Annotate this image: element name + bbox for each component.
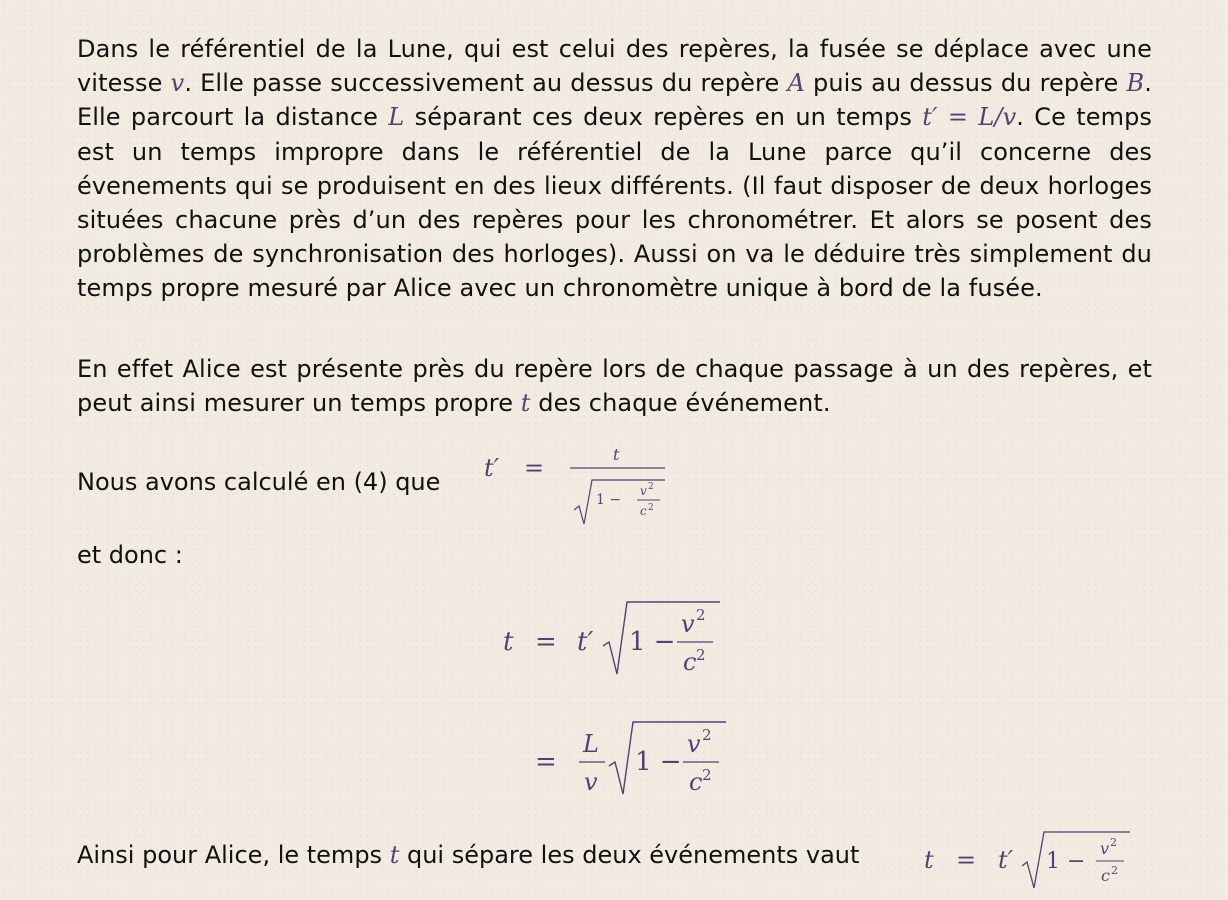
eq2-equals: = [535, 627, 557, 657]
math-B: B [1126, 69, 1145, 98]
equation-t-tprime [495, 590, 735, 685]
paragraph-referentiel [77, 32, 1152, 306]
eq3-c-exp: 2 [702, 766, 712, 784]
equation-tprime [480, 440, 680, 530]
eq3-L: L [583, 730, 599, 758]
math-t: t [520, 389, 531, 418]
math-A: A [787, 69, 805, 98]
math-v: v [170, 69, 185, 98]
eq3-equals: = [535, 747, 557, 777]
eq2-tprime: t′ [577, 627, 594, 657]
text-run: . Ce temps est un temps impropre dans le référentiel de la Lune parce qu’il concerne des évenements qui se produisent en des lieux différents. (Il faut disposer de deux horloges situées chacune près d’un des repères pour les chronométrer. Et alors se posent des problèmes de synchronisation des horloges). Aussi on va le déduire très simplement du temps propre mesuré par Alice avec un chronomètre unique à bord de la fusée. [77, 103, 1153, 303]
eq4-equals: = [956, 846, 977, 874]
eq2-t: t [503, 627, 514, 657]
eq2-v-exp: 2 [696, 606, 706, 624]
math-L: L [388, 103, 405, 132]
eq2-v: v [681, 610, 695, 638]
text-run: En effet Alice est présente près du repère lors de chaque passage à un des repères, et peut ainsi mesurer un temps propre [77, 355, 1152, 418]
donc-text: et donc : [77, 541, 183, 569]
eq1-v-exp: 2 [648, 482, 654, 492]
text-run: qui sépare les deux événements vaut [399, 841, 860, 869]
math-t: t [389, 841, 400, 869]
eq3-c: c [689, 768, 703, 796]
eq1-tprime: t′ [484, 454, 500, 482]
eq4-c-exp: 2 [1111, 864, 1118, 877]
eq4-one-minus: 1 − [1046, 849, 1086, 874]
text-run: Dans le référentiel de la Lune, qui est celui des repères, la fusée se déplace avec une vitesse [77, 35, 1152, 98]
text-run: des chaque événement. [530, 389, 831, 418]
eq3-one-minus: 1 − [635, 747, 682, 777]
text-run: puis au dessus du repère [804, 69, 1127, 98]
eq3-v: v [584, 768, 598, 796]
eq1-equals: = [524, 454, 545, 482]
conclusion-text [77, 841, 859, 869]
math-formula-tprime: t′ = L/v [922, 103, 1017, 132]
equation-L-over-v [495, 708, 735, 803]
eq4-tprime: t′ [998, 846, 1014, 874]
text-run: Ainsi pour Alice, le temps [77, 841, 390, 869]
eq2-c-exp: 2 [696, 646, 706, 664]
eq1-numerator-t: t [613, 445, 620, 464]
calc-line-text: Nous avons calculé en (4) que [77, 468, 441, 496]
eq4-c: c [1101, 866, 1110, 885]
eq1-one-minus: 1 − [596, 492, 622, 508]
paragraph-alice [77, 352, 1152, 420]
eq2-c: c [683, 648, 697, 676]
eq1-v: v [640, 484, 647, 498]
text-run: . Elle passe successivement au dessus du repère [184, 69, 788, 98]
eq1-c-exp: 2 [648, 503, 654, 513]
eq4-v-exp: 2 [1110, 836, 1117, 849]
eq2-one-minus: 1 − [629, 627, 676, 657]
equation-conclusion [918, 826, 1138, 900]
eq4-v: v [1100, 839, 1110, 858]
eq1-c: c [640, 504, 647, 518]
eq3-v-exp: 2 [702, 726, 712, 744]
text-run: séparant ces deux repères en un temps [404, 103, 923, 132]
eq3-v2: v [687, 730, 701, 758]
text-run: . Elle parcourt la distance [77, 69, 1152, 132]
eq4-t: t [924, 846, 934, 874]
